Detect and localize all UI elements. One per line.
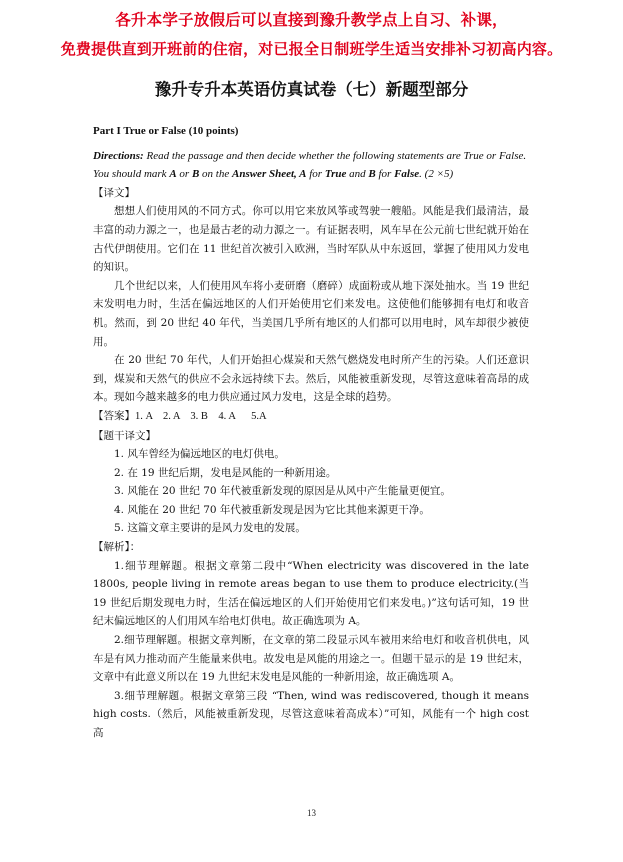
- directions-b-false: B: [368, 168, 376, 181]
- translation-paragraph-2: 几个世纪以来，人们使用风车将小麦研磨（磨碎）成面粉或从地下深处抽水。当 19 世纪末发明电力时，生活在偏远地区的人们开始使用它们来发电。这使他们能够拥有电灯和收音机。然而，到 20 世纪 40 年代，当美国几乎所有地区的人们都可以用电时，风车却很少被使用。: [93, 279, 529, 348]
- stem-item-2: 2. 在 19 世纪后期，发电是风能的一种新用途。: [114, 466, 337, 479]
- stem-item-1: 1. 风车曾经为偏远地区的电灯供电。: [114, 448, 285, 461]
- directions-or: or: [176, 168, 192, 181]
- directions-option-a: A: [169, 168, 177, 181]
- translation-paragraph-1: 想想人们使用风的不同方式。你可以用它来放风筝或驾驶一艘船。风能是我们最清洁，最丰富的动力源之一，也是最古老的动力源之一。有证据表明，风车早在公元前七世纪就开始在古代伊朗使用。它们在 11 世纪首次被引入欧洲，当时军队从中东返回，掌握了使用风力发电的知识。: [93, 205, 529, 274]
- document-content: [93, 116, 529, 743]
- translation-paragraph-3: 在 20 世纪 70 年代，人们开始担心煤炭和天然气燃烧发电时所产生的污染。人们还意识到，煤炭和天然气的供应不会永远持续下去。然后，风能被重新发现，尽管这意味着高昂的成本。现如今越来越多的电力供应通过风力发电，这是全球的趋势。: [93, 354, 529, 404]
- stem-item-3: 3. 风能在 20 世纪 70 年代被重新发现的原因是从风中产生能量更便宜。: [114, 485, 451, 498]
- page-number: 13: [307, 808, 316, 818]
- directions-for-2: for: [375, 168, 395, 181]
- directions-answer-sheet: Answer Sheet, A: [231, 168, 307, 181]
- directions-on: on the: [199, 168, 232, 181]
- directions-line-1: [93, 147, 529, 166]
- analysis-paragraph-3: 3.细节理解题。根据文章第三段 “Then, wind was rediscovered, though it means high costs.（然后，风能被重新发现，尽管这意味着高成本）”可知，风能有一个 high cost 高: [93, 689, 529, 739]
- stem-item-4: 4. 风能在 20 世纪 70 年代被重新发现是因为它比其他来源更干净。: [114, 503, 430, 516]
- translation-label: 【译文】: [93, 186, 135, 199]
- promo-banner-line-2: 免费提供直到开班前的住宿，对已报全日制班学生适当安排补习初高内容。: [60, 40, 563, 58]
- directions-and: and: [346, 168, 369, 181]
- document-title: 豫升专升本英语仿真试卷（七）新题型部分: [154, 80, 469, 99]
- directions-text-2a: You should mark: [93, 168, 170, 181]
- promo-banner-line-1: 各升本学子放假后可以直接到豫升教学点上自习、补课，: [115, 11, 508, 29]
- directions-text-1: Read the passage and then decide whether the following statements are True or False.: [143, 149, 527, 162]
- directions-for: for: [306, 168, 325, 181]
- directions-line-2: [93, 165, 529, 184]
- stem-item-5: 5. 这篇文章主要讲的是风力发电的发展。: [114, 522, 306, 535]
- directions-false: False: [394, 168, 420, 181]
- directions-true: True: [324, 168, 347, 181]
- answers-label: 【答案】: [93, 409, 135, 422]
- answers-line: [93, 407, 529, 427]
- part-heading: Part I True or False (10 points): [93, 125, 239, 137]
- analysis-paragraph-1: 1.细节理解题。根据文章第二段中“When electricity was discovered in the late 1800s, people living in remote areas began to use them to produce electricity.(当 19 世纪后期发现电力时，生活在偏远地区的人们开始使用它们来发电。)”这句话可知，19 世纪末偏远地区的人们用风车给电灯供电。故正确选项为 A。: [93, 559, 529, 628]
- stem-translation-label: 【题干译文】: [93, 429, 156, 442]
- analysis-label: 【解析】：: [93, 541, 141, 554]
- analysis-paragraph-2: 2.细节理解题。根据文章判断，在文章的第二段显示风车被用来给电灯和收音机供电，风车是有风力推动而产生能量来供电。故发电是风能的用途之一。但题干显示的是 19 世纪末，文章中有此意义所以在 19 九世纪末发电是风能的一种新用途，故正确选项 A。: [93, 634, 529, 684]
- directions-points: . (2 ×5): [419, 168, 454, 181]
- directions-label: Directions:: [93, 149, 144, 162]
- directions-option-b: B: [191, 168, 200, 181]
- answers-text: 1. A 2. A 3. B 4. A 5.A: [135, 410, 267, 422]
